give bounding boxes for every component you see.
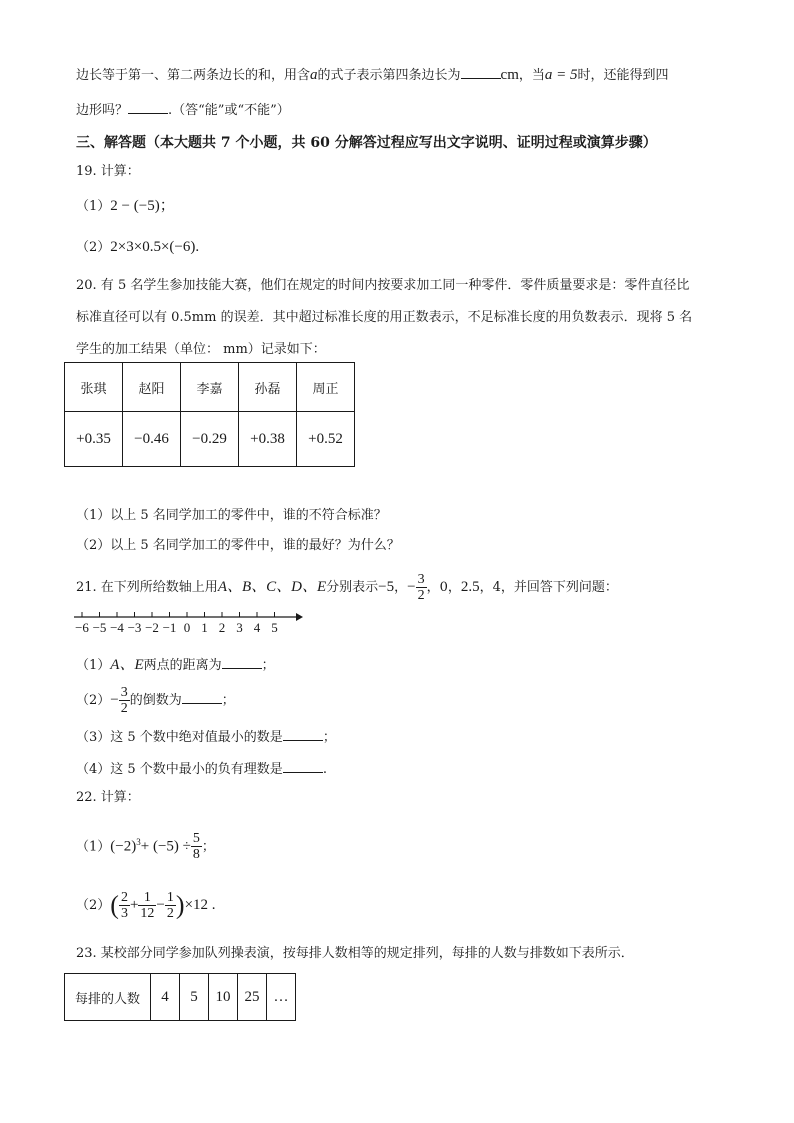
- number-line-tick-label: −2: [145, 620, 159, 635]
- number-line-tick-label: −4: [110, 620, 124, 635]
- q22-part-2: （2）( $\frac{2}{3}$ + $\frac{1}{12}$ − $\frac{1}{2}$ )×12 .: [76, 890, 216, 921]
- q20-name-cell: 李嘉: [181, 363, 239, 412]
- q22-p2-f3-den: 2: [166, 906, 174, 921]
- q19-part-2: [76, 237, 199, 258]
- q19-part-1: [76, 196, 175, 217]
- q22-stem: 22. 计算：: [76, 790, 140, 805]
- q19-p2-expression: 2×3×0.5×(−6).: [110, 239, 200, 255]
- q21-answer-blank-1[interactable]: [222, 654, 262, 669]
- q18-text-c: ，当: [518, 68, 545, 83]
- q22-p2-f1-num: 2: [120, 890, 128, 905]
- q22-p1-label: （1）: [76, 839, 111, 855]
- q22-p2-frac-1: [119, 890, 130, 921]
- number-line-tick-label: 3: [236, 620, 243, 635]
- q19-p1-expression: 2 − (−5)；: [110, 198, 175, 214]
- q22-p2-f3-num: 1: [166, 890, 174, 905]
- q21-answer-blank-2[interactable]: [182, 689, 222, 704]
- q20-table-value-row: [65, 412, 355, 467]
- q21-sub2-text: 的倒数为: [129, 693, 182, 708]
- q23-value-cell: 5: [180, 974, 209, 1021]
- number-line-tick-label: −5: [92, 620, 107, 635]
- q20-name-cell: 张琪: [65, 363, 123, 412]
- q21-text-a: 21. 在下列所给数轴上用: [76, 580, 218, 595]
- q18-line-2: [76, 99, 290, 121]
- q22-p1-base: (−2): [110, 838, 137, 855]
- q23-value-cell: 4: [151, 974, 180, 1021]
- q21-number-line: [72, 606, 304, 638]
- q20-value-cell: −0.46: [123, 412, 181, 467]
- number-line-tick-label: 5: [271, 620, 278, 635]
- number-line-tick-label: 2: [218, 620, 226, 635]
- q21-sub2-end: ；: [221, 693, 235, 708]
- number-line-tick-label: −1: [162, 620, 177, 635]
- q20-name-cell: 赵阳: [123, 363, 181, 412]
- q21-sub-1: [76, 654, 275, 676]
- q22-p2-f2-den: 12: [140, 906, 155, 921]
- q23-value-cell: 10: [209, 974, 238, 1021]
- q22-p2-label: （2）: [76, 898, 111, 913]
- q22-p2-frac-2: [138, 890, 156, 921]
- q21-frac-denominator: 2: [417, 588, 425, 603]
- q21-sub3-text: （3）这 5 个数中绝对值最小的数是: [76, 730, 283, 745]
- q21-letters: A、B、C、D、E: [217, 579, 327, 595]
- q20-value-cell: +0.35: [65, 412, 123, 467]
- q20-value-cell: +0.38: [239, 412, 297, 467]
- q21-sub3-end: ；: [322, 730, 336, 745]
- number-line-tick-label: −3: [127, 620, 142, 635]
- q21-fraction: [416, 572, 427, 603]
- q21-text-d: ，4，并回答下列问题：: [479, 580, 618, 595]
- q23-table: [64, 973, 296, 1021]
- q22-p1-frac-denominator: 8: [192, 847, 200, 863]
- q20-line-3: 学生的加工结果（单位： mm）记录如下：: [76, 342, 326, 357]
- q21-number-1: −5: [378, 579, 395, 595]
- q22-p1-frac-numerator: 5: [192, 831, 200, 847]
- q18-line-1: [76, 64, 669, 86]
- number-line-tick-label: −6: [75, 620, 89, 635]
- q21-number-4: 2.5: [460, 579, 480, 595]
- section-3-title: 三、解答题（本大题共 7 个小题，共 60 分解答过程应写出文字说明、证明过程或演算步骤）: [76, 135, 657, 151]
- q21-sub2-frac-numerator: 3: [120, 685, 128, 700]
- q18-var-a: a: [310, 67, 318, 83]
- q18-text-d: 时，还能得到四: [577, 68, 669, 83]
- q19-p1-label: （1）: [76, 199, 111, 214]
- number-line-tick-label: 0: [183, 620, 191, 635]
- q20-line-2: 标准直径可以有 0.5mm 的误差．其中超过标准长度的用正数表示，不足标准长度的用负数表示．现将 5 名: [76, 310, 693, 325]
- q21-stem: 21. 在下列所给数轴上用A、B、C、D、E分别表示−5，− $\frac{3}{2}$ ，0，2.5，4，并回答下列问题：: [76, 572, 618, 603]
- q22-p1-fraction: [191, 831, 202, 862]
- q21-sub1-text: 两点的距离为: [143, 658, 222, 673]
- number-line-tick-label: 4: [253, 620, 261, 635]
- number-line-arrow: [296, 613, 303, 621]
- q21-sub2-fraction: [119, 685, 130, 716]
- q21-sub-2: （2）− $\frac{3}{2}$ 的倒数为 ；: [76, 685, 235, 716]
- q21-answer-blank-4[interactable]: [283, 758, 323, 773]
- q22-p1-middle: + (−5) ÷: [140, 838, 191, 855]
- q19-p2-label: （2）: [76, 240, 111, 255]
- number-line-tick-label: 1: [201, 620, 208, 635]
- q23-value-cell: 25: [238, 974, 267, 1021]
- q20-sub-2: （2）以上 5 名同学加工的零件中，谁的最好？为什么？: [76, 538, 400, 553]
- q21-text-b: 分别表示: [326, 580, 379, 595]
- q22-p1-exponent: 3: [136, 837, 141, 847]
- q19-stem: 19. 计算：: [76, 164, 140, 179]
- q21-answer-blank-3[interactable]: [283, 726, 323, 741]
- q18-unit: cm: [500, 67, 519, 83]
- q21-sub4-text: （4）这 5 个数中最小的负有理数是: [76, 762, 283, 777]
- q18-answer-blank-1[interactable]: [461, 64, 501, 79]
- q21-sub1-end: ；: [261, 658, 275, 673]
- q20-table-header-row: [65, 363, 355, 412]
- q22-p2-f2-num: 1: [138, 890, 156, 906]
- q21-frac-numerator: 3: [417, 572, 425, 587]
- q22-p2-frac-3: [165, 890, 176, 921]
- q21-sub-3: [76, 726, 336, 748]
- q22-part-1: [76, 822, 215, 867]
- q21-text-c: ，0，: [426, 580, 461, 595]
- q21-sub2-label: （2）: [76, 693, 111, 708]
- q18-text-a: 边长等于第一、第二两条边长的和，用含: [76, 68, 311, 83]
- q22-p1-end: ；: [201, 839, 215, 855]
- q21-sub1-label: （1）: [76, 658, 111, 673]
- q20-value-cell: +0.52: [297, 412, 355, 467]
- q20-line-1: 20. 有 5 名学生参加技能大赛，他们在规定的时间内按要求加工同一种零件．零件质量要求是：零件直径比: [76, 278, 690, 293]
- q20-sub-1: （1）以上 5 名同学加工的零件中，谁的不符合标准？: [76, 508, 387, 523]
- q22-p2-end: ×12 .: [184, 897, 216, 913]
- q18-text-f: .（答“能”或“不能”）: [168, 103, 290, 118]
- q23-value-cell: …: [267, 974, 296, 1021]
- q18-answer-blank-2[interactable]: [128, 99, 168, 114]
- q21-sub2-frac-denominator: 2: [120, 701, 128, 716]
- number-line-ticks: [75, 612, 278, 635]
- q22-p2-f1-den: 3: [120, 906, 128, 921]
- q20-value-cell: −0.29: [181, 412, 239, 467]
- q21-sub4-end: .: [322, 762, 327, 777]
- q20-name-cell: 孙磊: [239, 363, 297, 412]
- q21-sub-4: [76, 758, 327, 780]
- q20-name-cell: 周正: [297, 363, 355, 412]
- q21-sub1-var: A、E: [110, 657, 144, 673]
- q23-header-cell: 每排的人数: [65, 974, 151, 1021]
- q18-condition: a = 5: [544, 67, 578, 83]
- q20-result-table: [64, 362, 355, 467]
- q18-text-b: 的式子表示第四条边长为: [317, 68, 461, 83]
- q18-text-e: 边形吗？: [76, 103, 129, 118]
- q23-table-row: [65, 974, 296, 1021]
- q23-stem: 23. 某校部分同学参加队列操表演，按每排人数相等的规定排列，每排的人数与排数如下表所示．: [76, 946, 634, 961]
